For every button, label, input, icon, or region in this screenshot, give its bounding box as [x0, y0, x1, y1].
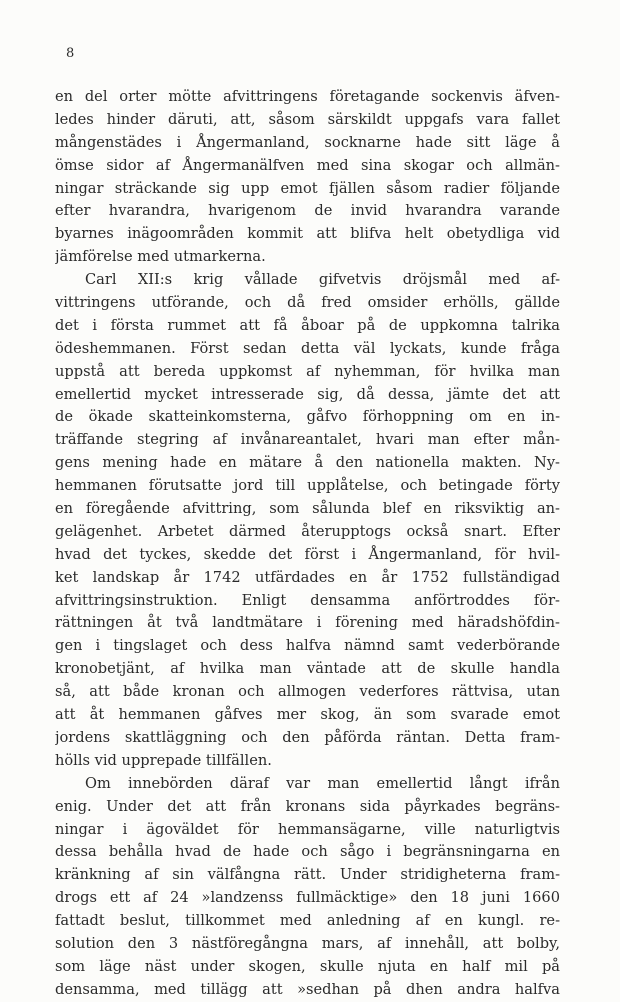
text-line: ningar sträckande sig upp emot fjällen såsom radier följande — [55, 179, 560, 197]
text-line: hvad det tyckes, skedde det först i Ångermanland, för hvil- — [55, 545, 560, 563]
text-line: ket landskap år 1742 utfärdades en år 1752 fullständigad — [55, 568, 560, 586]
text-line: ledes hinder däruti, att, såsom särskildt uppgafs vara fallet — [55, 110, 560, 128]
text-line: som läge näst under skogen, skulle njuta en half mil på — [55, 957, 560, 975]
text-line: det i första rummet att få åboar på de uppkomna talrika — [55, 316, 560, 334]
text-line: så, att både kronan och allmogen vederfores rättvisa, utan — [55, 683, 560, 701]
text-line: jämförelse med utmarkerna. — [55, 248, 266, 266]
text-line: ömse sidor af Ångermanälfven med sina skogar och allmän- — [55, 156, 560, 174]
text-line: att åt hemmanen gåfves mer skog, än som svarade emot — [55, 706, 560, 724]
text-line: ningar i ägoväldet för hemmansägarne, ville naturligtvis — [55, 820, 560, 838]
text-line: drogs ett af 24 »landzenss fullmäcktige» den 18 juni 1660 — [55, 889, 560, 907]
text-line: vittringens utförande, och då fred omsider erhölls, gällde — [55, 294, 560, 312]
text-line: kronobetjänt, af hvilka man väntade att de skulle handla — [55, 660, 560, 678]
text-line: en föregående afvittring, som sålunda blef en riksviktig an- — [55, 500, 560, 518]
text-line: densamma, med tillägg att »sedhan på dhen andra halfva — [55, 980, 560, 998]
text-line: fattadt beslut, tillkommet med anledning af en kungl. re- — [55, 912, 560, 930]
text-line: rättningen åt två landtmätare i förening med häradshöfdin- — [55, 614, 560, 632]
text-line: emellertid mycket intresserade sig, då dessa, jämte det att — [55, 385, 560, 403]
text-line: byarnes inägoområden kommit att blifva helt obetydliga vid — [55, 225, 560, 243]
text-line: de ökade skatteinkomsterna, gåfvo förhoppning om en in- — [55, 408, 560, 426]
text-line: solution den 3 nästföregångna mars, af innehåll, att bolby, — [55, 934, 560, 952]
text-line: Carl XII:s krig vållade gifvetvis dröjsmål med af- — [85, 271, 560, 289]
text-line: hölls vid upprepade tillfällen. — [55, 751, 272, 769]
text-line: enig. Under det att från kronans sida påyrkades begräns- — [55, 797, 560, 815]
page-number: 8 — [66, 46, 75, 61]
text-line: gen i tingslaget och dess halfva nämnd samt vederbörande — [55, 637, 560, 655]
text-line: efter hvarandra, hvarigenom de invid hvarandra varande — [55, 202, 560, 220]
text-line: dessa behålla hvad de hade och sågo i begränsningarna en — [55, 843, 560, 861]
text-line: ödeshemmanen. Först sedan detta väl lyckats, kunde fråga — [55, 339, 560, 357]
text-line: jordens skattläggning och den påförda räntan. Detta fram- — [55, 728, 560, 746]
text-line: kränkning af sin välfångna rätt. Under stridigheterna fram- — [55, 866, 560, 884]
text-line: en del orter mötte afvittringens företagande sockenvis äfven- — [55, 88, 560, 105]
text-line: gens mening hade en mätare å den nationella makten. Ny- — [55, 454, 560, 472]
text-line: träffande stegring af invånareantalet, hvari man efter mån- — [55, 431, 560, 449]
text-line: afvittringsinstruktion. Enligt densamma anförtroddes för- — [55, 591, 560, 609]
text-line: mångenstädes i Ångermanland, socknarne hade sitt läge å — [55, 133, 560, 151]
body-text — [55, 86, 560, 1002]
text-line: uppstå att bereda uppkomst af nyhemman, för hvilka man — [55, 362, 560, 380]
text-line: hemmanen förutsatte jord till upplåtelse, och betingade förty — [55, 477, 560, 495]
text-line: Om innebörden däraf var man emellertid långt ifrån — [85, 774, 560, 792]
text-line: gelägenhet. Arbetet därmed återupptogs också snart. Efter — [55, 522, 560, 540]
